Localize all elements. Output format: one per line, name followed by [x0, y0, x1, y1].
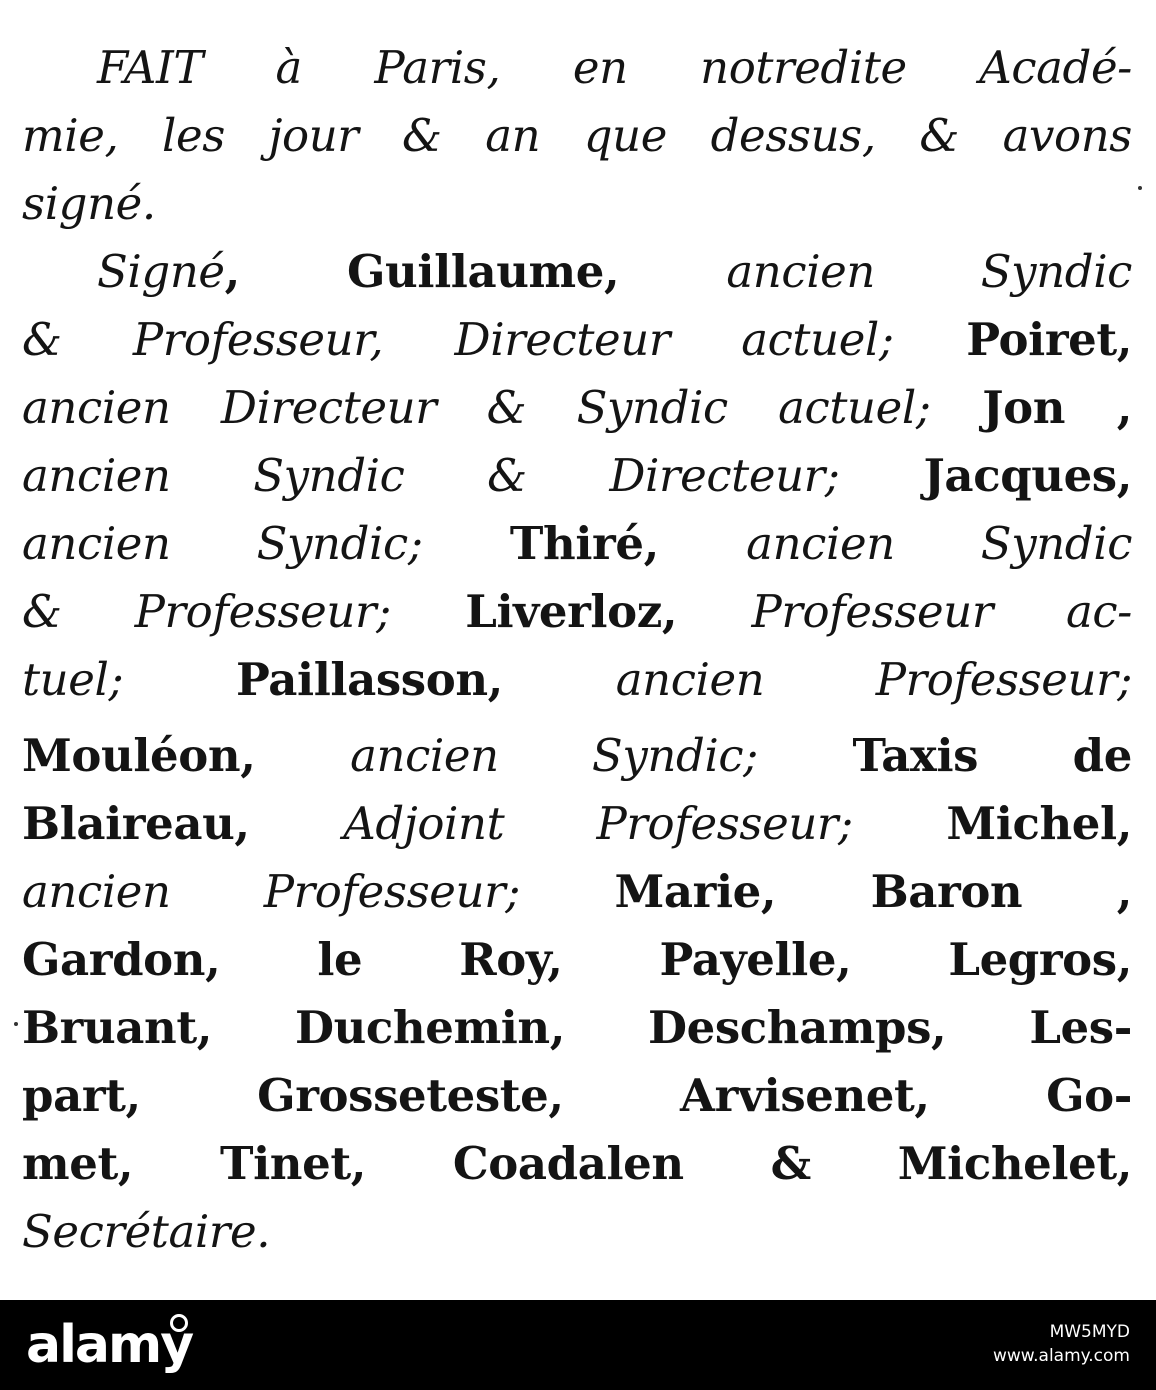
stock-id-block [993, 1320, 1130, 1368]
text-line [22, 374, 1132, 442]
roman-text: , Guillaume, [224, 245, 727, 298]
roman-text: Jon , [930, 381, 1132, 434]
roman-text: Blaireau, [22, 797, 344, 850]
text-line [22, 578, 1132, 646]
site-url: www.alamy.com [992, 1346, 1130, 1366]
italic-text: Signé [97, 245, 225, 298]
italic-text: & Professeur, Directeur actuel; [22, 313, 894, 366]
text-line [22, 994, 1132, 1062]
text-line [22, 102, 1132, 170]
text-block [22, 34, 1132, 1266]
text-line [22, 926, 1132, 994]
text-line [22, 238, 1132, 306]
italic-text: ancien Syndic [746, 517, 1132, 570]
text-line [22, 1130, 1132, 1198]
text-line [22, 170, 1132, 238]
roman-text: met, Tinet, Coadalen & Michelet, [22, 1137, 1132, 1190]
roman-text: Taxis de [757, 729, 1132, 782]
italic-text: ancien Professeur; [615, 653, 1132, 706]
italic-text: ancien Directeur & Syndic actuel; [22, 381, 931, 434]
italic-text: ancien Syndic; [22, 517, 423, 570]
italic-text: ancien Professeur; [22, 865, 520, 918]
italic-text: mie, les jour & an que dessus, & avons [22, 109, 1132, 162]
roman-text: Gardon, le Roy, Payelle, Legros, [22, 933, 1132, 986]
text-line [22, 34, 1132, 102]
text-line [22, 858, 1132, 926]
roman-text: Poiret, [893, 313, 1132, 366]
italic-text: Professeur ac- [751, 585, 1132, 638]
image-id: MW5MYD [1049, 1322, 1130, 1342]
ink-speck [1138, 186, 1142, 190]
roman-text: Thiré, [422, 517, 747, 570]
text-line [22, 722, 1132, 790]
roman-text: part, Grosseteste, Arvisenet, Go- [22, 1069, 1132, 1122]
text-line [22, 306, 1132, 374]
roman-text: Bruant, Duchemin, Deschamps, Les- [22, 1001, 1132, 1054]
text-line [22, 442, 1132, 510]
text-line [22, 510, 1132, 578]
roman-text: Michel, [852, 797, 1132, 850]
roman-text: Jacques, [839, 449, 1132, 502]
italic-text: & Professeur; [22, 585, 391, 638]
italic-text: ancien Syndic & Directeur; [22, 449, 840, 502]
roman-text: Paillasson, [123, 653, 616, 706]
ink-speck [14, 1022, 18, 1026]
roman-text: Liverloz, [390, 585, 752, 638]
registered-mark-icon [170, 1314, 188, 1332]
text-line [22, 1062, 1132, 1130]
alamy-logo: alamy [26, 1315, 193, 1375]
text-line [22, 790, 1132, 858]
italic-text: Adjoint Professeur; [343, 797, 853, 850]
roman-text: Mouléon, [22, 729, 351, 782]
italic-text: ancien Syndic [726, 245, 1132, 298]
italic-text: Secrétaire. [22, 1205, 271, 1258]
italic-text: FAIT à Paris, en notredite Acadé- [97, 41, 1132, 94]
text-line [22, 646, 1132, 714]
text-line [22, 1198, 1132, 1266]
roman-text: Marie, Baron , [519, 865, 1132, 918]
watermark-footer [0, 1300, 1156, 1390]
italic-text: tuel; [22, 653, 124, 706]
italic-text: signé. [22, 177, 156, 230]
italic-text: ancien Syndic; [350, 729, 758, 782]
